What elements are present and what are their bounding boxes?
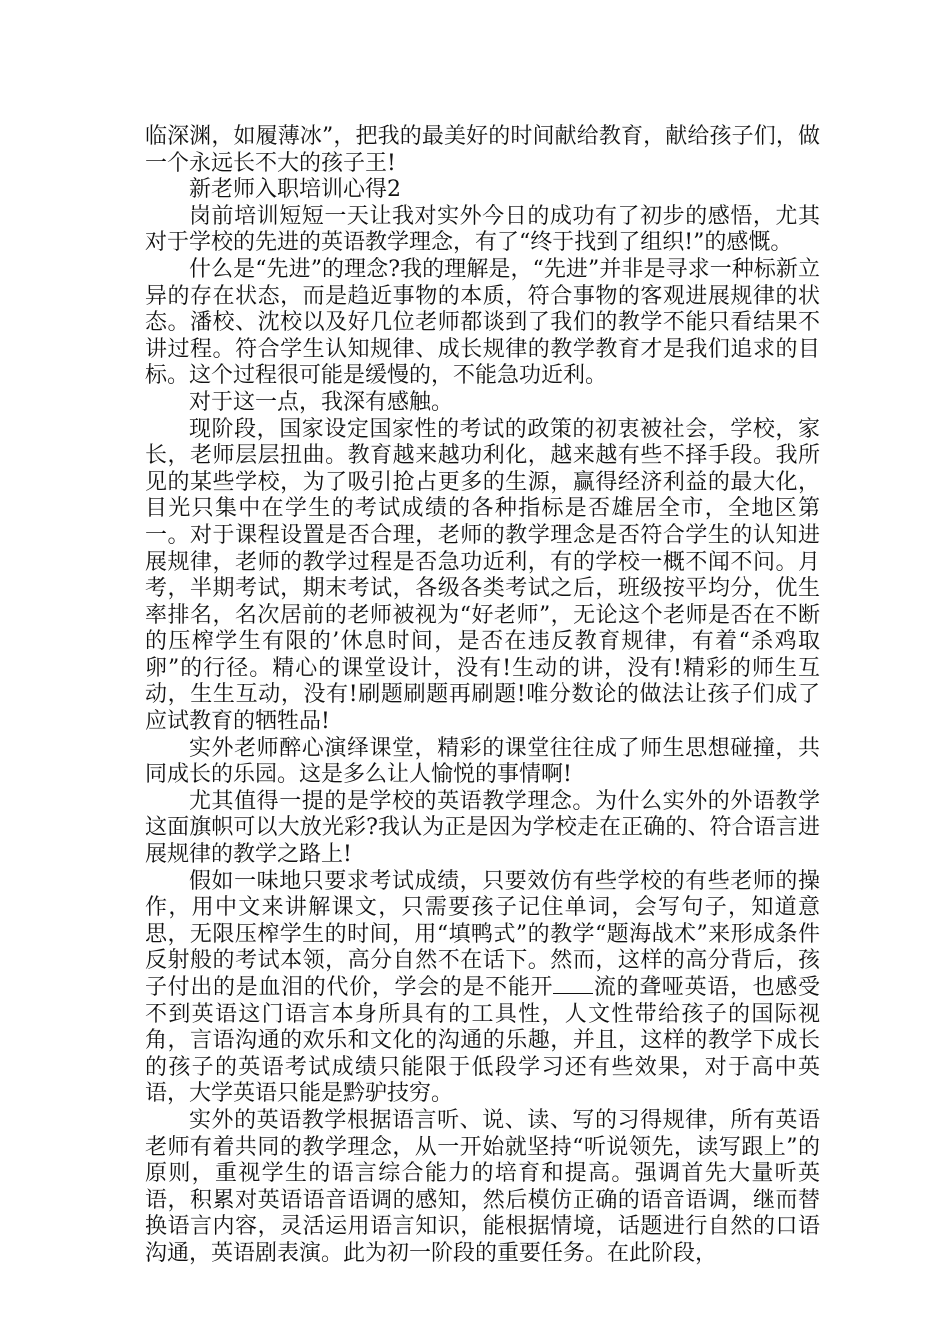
paragraph: 现阶段，国家设定国家性的考试的政策的初衷被社会，学校，家长，老师层层扭曲。教育越来越功利化，越来越有些不择手段。我所见的某些学校，为了吸引抢占更多的生源，赢得经济利益的最大化，目光只集中在学生的考试成绩的各种指标是否雄居全市，全地区第一。对于课程设置是否合理，老师的教学理念是否符合学生的认知进展规律，老师的教学过程是否急功近利，有的学校一概不闻不问。月考，半期考试，期末考试，各级各类考试之后，班级按平均分，优生率排名，名次居前的老师被视为“好老师”，无论这个老师是否在不断的压榨学生有限的’休息时间，是否在违反教育规律，有着“杀鸡取卵”的行径。精心的课堂设计，没有!生动的讲，没有!精彩的师生互动，生生互动，没有!刷题刷题再刷题!唯分数论的做法让孩子们成了应试教育的牺牲品! — [145, 416, 820, 735]
paragraph: 实外老师醉心演绎课堂，精彩的课堂往往成了师生思想碰撞，共同成长的乐园。这是多么让人愉悦的事情啊! — [145, 735, 820, 788]
paragraph: 对于这一点，我深有感触。 — [189, 389, 454, 415]
paragraph-text-after-blank: 流的聋哑英语，也感受不到英语这门语言本身所具有的工具性，人文性带给孩子的国际视角，言语沟通的欢乐和文化的沟通的乐趣，并且，这样的教学下成长的孩子的英语考试成绩只能限于低段学习还有些效果，对于高中英语，大学英语只能是黔驴技穷。 — [145, 975, 820, 1107]
section-heading: 新老师入职培训心得2 — [189, 177, 401, 203]
paragraph: 岗前培训短短一天让我对实外今日的成功有了初步的感悟，尤其对于学校的先进的英语教学理念，有了“终于找到了组织!”的感慨。 — [145, 203, 820, 256]
paragraph-continuation: 临深渊，如履薄冰”，把我的最美好的时间献给教育，献给孩子们，做一个永远长不大的孩子王! — [145, 124, 820, 176]
paragraph-text-before-blank: 假如一味地只要求考试成绩，只要效仿有些学校的有些老师的操作，用中文来讲解课文，只需要孩子记住单词，会写句子，知道意思，无限压榨学生的时间，用“填鸭式”的教学“题海战术”来形成条件反射般的考试本领，高分自然不在话下。然而，这样的高分背后，孩子付出的是血泪的代价，学会的是不能开 — [145, 868, 820, 1000]
paragraph: 实外的英语教学根据语言听、说、读、写的习得规律，所有英语老师有着共同的教学理念，从一开始就坚持“听说领先，读写跟上”的原则，重视学生的语言综合能力的培育和提高。强调首先大量听英语，积累对英语语音语调的感知，然后模仿正确的语音语调，继而替换语言内容，灵活运用语言知识，能根据情境，话题进行自然的口语沟通，英语剧表演。此为初一阶段的重要任务。在此阶段， — [145, 1107, 820, 1266]
paragraph: 尤其值得一提的是学校的英语教学理念。为什么实外的外语教学这面旗帜可以大放光彩?我认为正是因为学校走在正确的、符合语言进展规律的教学之路上! — [145, 788, 820, 868]
paragraph-with-blank — [145, 869, 820, 1108]
document-body — [145, 124, 820, 1268]
fill-in-blank-line — [553, 975, 593, 994]
paragraph: 什么是“先进”的理念?我的理解是，“先进”并非是寻求一种标新立异的存在状态，而是趋近事物的本质，符合事物的客观进展规律的状态。潘校、沈校以及好几位老师都谈到了我们的教学不能只看结果不讲过程。符合学生认知规律、成长规律的教学教育才是我们追求的目标。这个过程很可能是缓慢的，不能急功近利。 — [145, 256, 820, 389]
